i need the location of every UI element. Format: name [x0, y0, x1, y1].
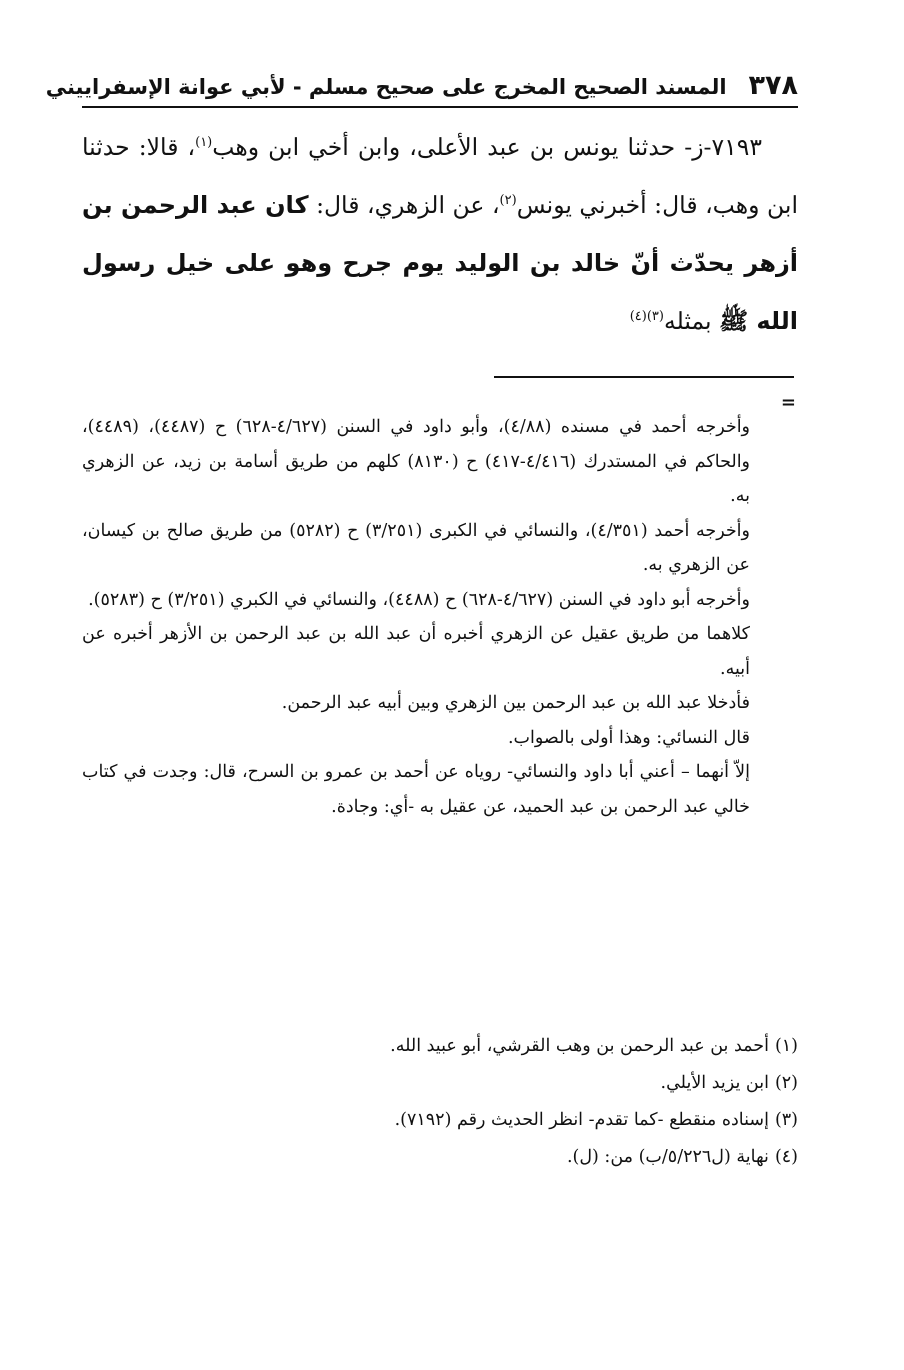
hadith-isnad-start: ٧١٩٣-ز- حدثنا يونس بن عبد الأعلى، وابن أخي ابن وهب	[212, 133, 762, 161]
footnote-number: (٢)	[774, 1073, 798, 1093]
note-paragraph: قال النسائي: وهذا أولى بالصواب.	[507, 727, 750, 748]
footnote-item	[82, 1028, 798, 1065]
note-paragraph: فأدخلا عبد الله بن عبد الرحمن بين الزهري وبين أبيه عبد الرحمن.	[281, 693, 750, 713]
footnote-number: (٤)	[774, 1147, 798, 1167]
page-header	[45, 62, 798, 108]
hadith-paragraph	[82, 118, 798, 350]
footnote-number: (١)	[774, 1036, 798, 1056]
footnote-ref-2[interactable]: (٢)	[499, 193, 517, 209]
takhrij-notes	[82, 410, 750, 824]
footnote-text: إسناده منقطع -كما تقدم- انظر الحديث رقم (٧١٩٢).	[394, 1110, 769, 1130]
footnote-item	[82, 1139, 798, 1176]
note-paragraph: وأخرجه أبو داود في السنن (٤/٦٢٧-٦٢٨) ح (٤٤٨٨)، والنسائي في الكبري (٣/٢٥١) ح (٥٢٨٣).	[88, 589, 750, 610]
footnotes-list	[82, 1028, 798, 1176]
hadith-matn: كان عبد الرحمن بن أزهر يحدّث أنّ خالد بن الوليد يوم جرح وهو على خيل رسول الله ﷺ	[82, 191, 798, 335]
footnote-item	[82, 1065, 798, 1102]
hadith-isnad-mid: ، قالا: حدثنا ابن وهب، قال: أخبرني يونس	[82, 133, 798, 219]
hadith-tail: بمثله	[663, 307, 720, 335]
hadith-text	[82, 118, 798, 350]
footnote-text: أحمد بن عبد الرحمن بن وهب القرشي، أبو عبيد الله.	[390, 1036, 769, 1056]
footnote-item	[82, 1102, 798, 1139]
footnote-text: ابن يزيد الأيلي.	[660, 1073, 769, 1093]
note-paragraph: وأخرجه أحمد في مسنده (٤/٨٨)، وأبو داود في السنن (٤/٦٢٧-٦٢٨) ح (٤٤٨٧)، (٤٤٨٩)، والحاكم في المستدرك (٤/٤١٦-٤١٧) ح (٨١٣٠) كلهم من طريق أسامة بن زيد، عن الزهري به.	[82, 417, 751, 506]
note-paragraph: إلاّ أنهما – أعني أبا داود والنسائي- روياه عن أحمد بن عمرو بن السرح، قال: وجدت في كتاب خالي عبد الرحمن بن عبد الحميد، عن عقيل به -أي: وجادة.	[82, 762, 750, 817]
note-paragraph: كلاهما من طريق عقيل عن الزهري أخبره أن عبد الله بن عبد الرحمن بن الأزهر أخبره عن أبيه.	[82, 624, 750, 679]
continuation-mark: =	[780, 392, 796, 413]
footnote-ref-3-4[interactable]: (٣)(٤)	[629, 309, 664, 325]
note-paragraph: وأخرجه أحمد (٤/٣٥١)، والنسائي في الكبرى (٣/٢٥١) ح (٥٢٨٢) من طريق صالح بن كيسان، عن الزهري به.	[82, 520, 750, 575]
footnote-text: نهاية (ل٥/٢٢٦/ب) من: (ل).	[566, 1147, 769, 1167]
running-title: المسند الصحيح المخرج على صحيح مسلم - لأبي عوانة الإسفراييني	[45, 75, 727, 99]
footnote-ref-1[interactable]: (١)	[195, 135, 213, 151]
footnote-separator	[494, 376, 794, 378]
hadith-isnad-end: ، عن الزهري، قال:	[308, 191, 500, 219]
footnote-number: (٣)	[774, 1110, 798, 1130]
page-number: ٣٧٨	[748, 70, 798, 101]
